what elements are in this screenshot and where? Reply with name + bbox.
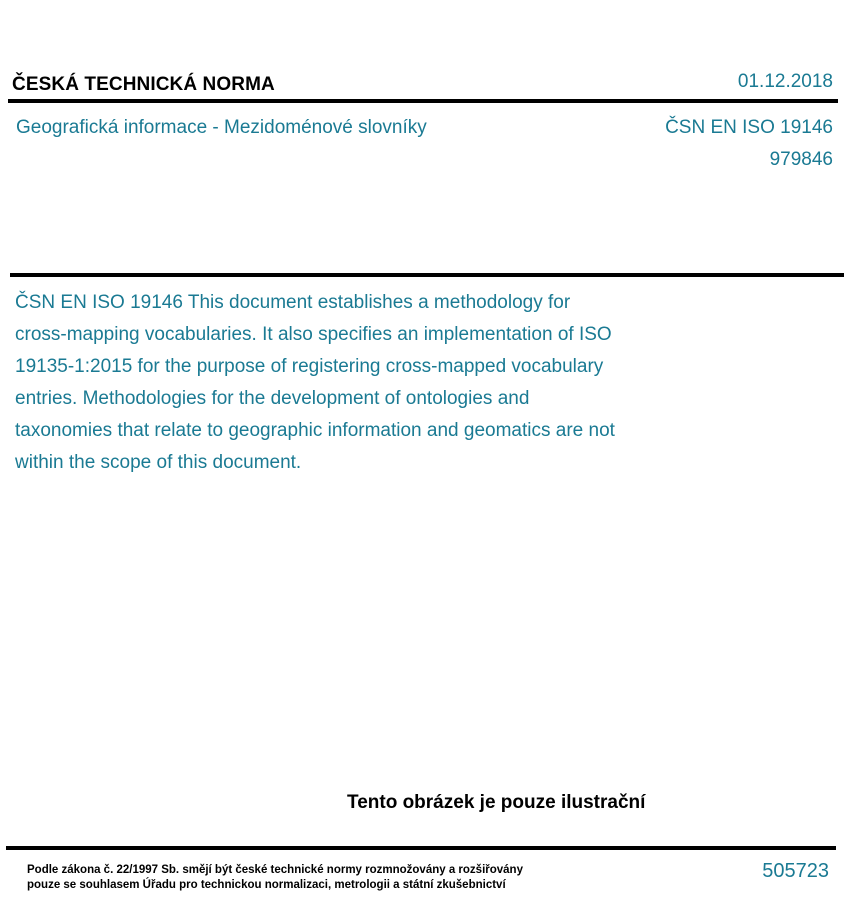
document-type-title: ČESKÁ TECHNICKÁ NORMA: [12, 74, 275, 95]
legal-notice-line-2: pouze se souhlasem Úřadu pro technickou normalizaci, metrologii a státní zkušebnictví: [27, 879, 506, 891]
publication-date: 01.12.2018: [737, 71, 833, 92]
section-divider: [10, 273, 844, 277]
footer-number: 505723: [762, 860, 829, 882]
catalog-number: 979846: [769, 149, 833, 170]
header-divider: [8, 99, 838, 103]
standard-code: ČSN EN ISO 19146: [665, 117, 833, 138]
abstract-text: ČSN EN ISO 19146 This document establishes a methodology for cross-mapping vocabularies. It also specifies an implementation of ISO 19135-1:2015 for the purpose of registering cross-mapped vocabulary entries. Methodologies for the development of ontologies and taxonomies that relate to geographic information and geomatics are not within the scope of this document.: [15, 292, 615, 473]
legal-notice-line-1: Podle zákona č. 22/1997 Sb. smějí být české technické normy rozmnožovány a rozšiřovány: [27, 864, 523, 876]
legal-notice: [27, 863, 523, 893]
footer-divider: [6, 846, 836, 850]
illustration-notice: Tento obrázek je pouze ilustrační: [347, 792, 646, 813]
standard-subtitle: Geografická informace - Mezidoménové slovníky: [16, 117, 427, 138]
